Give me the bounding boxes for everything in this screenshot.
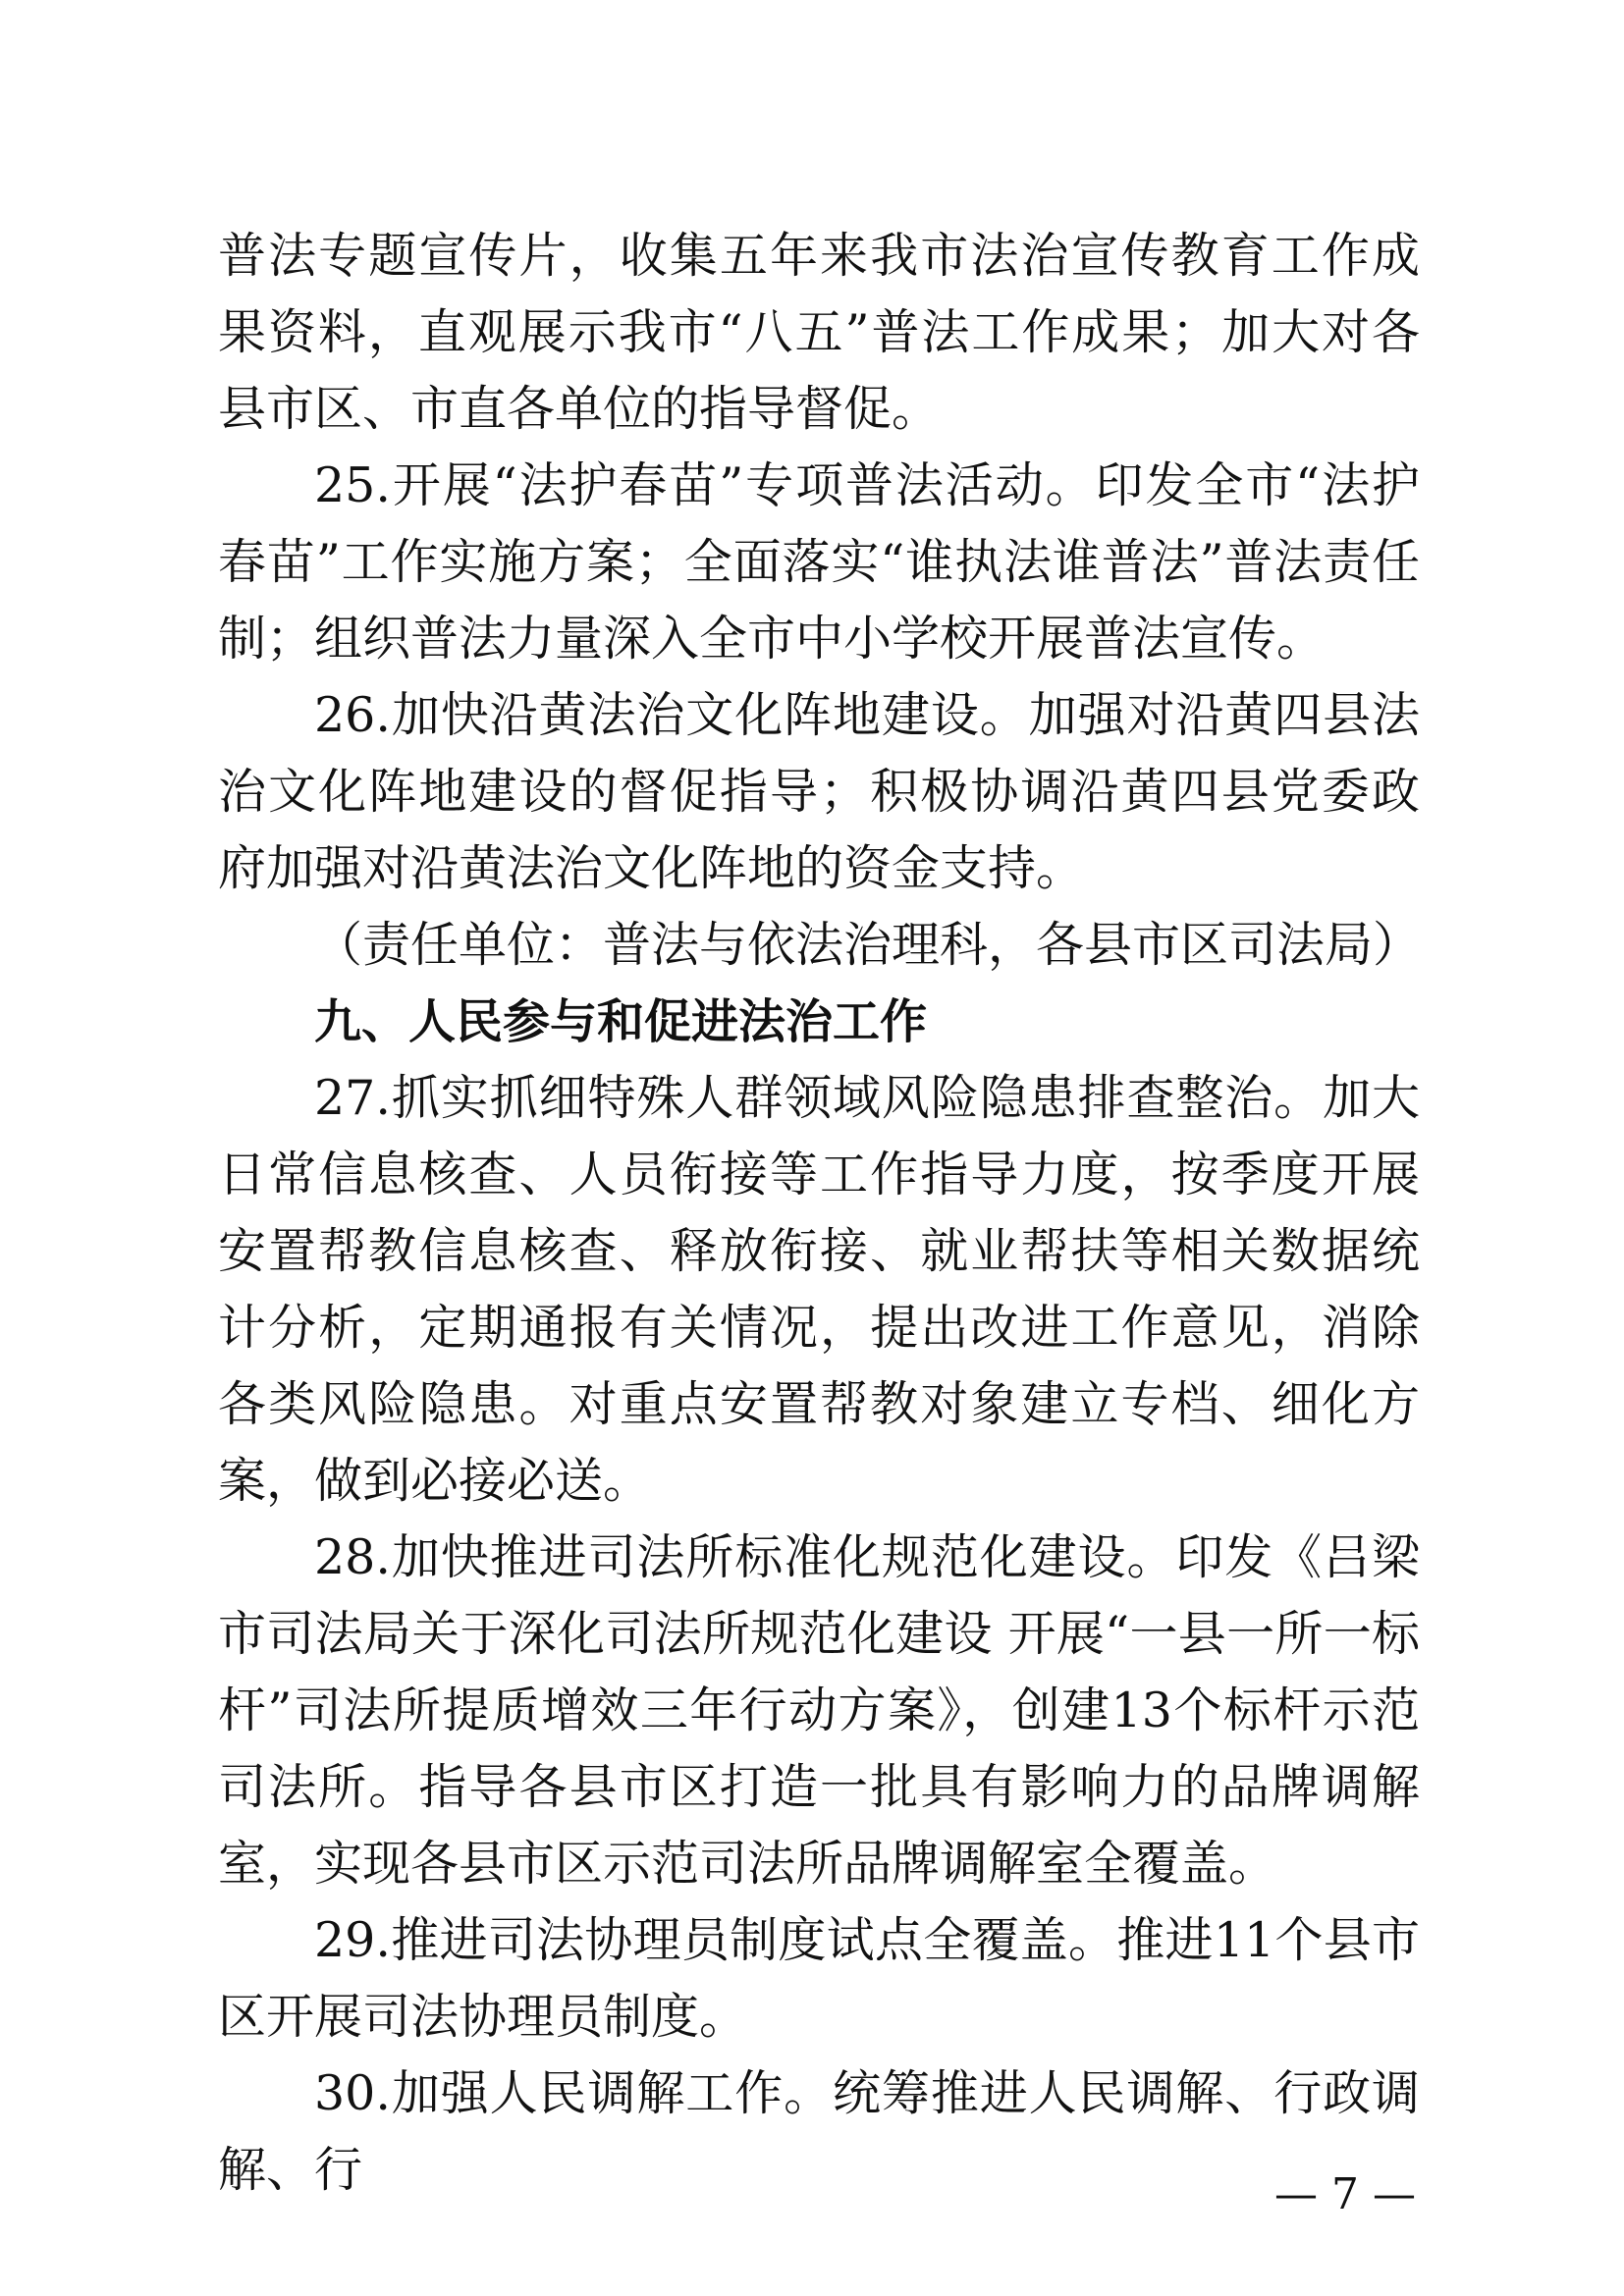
- paragraph-item-28: 28.加快推进司法所标准化规范化建设。印发《吕梁市司法局关于深化司法所规范化建设 开展“一县一所一标杆”司法所提质增效三年行动方案》，创建13个标杆示范司法所。指导各县市区打造一批具有影响力的品牌调解室，实现各县市区示范司法所品牌调解室全覆盖。: [218, 1529, 1420, 1892]
- paragraph-item-25: 25.开展“法护春苗”专项普法活动。印发全市“法护春苗”工作实施方案；全面落实“谁执法谁普法”普法责任制；组织普法力量深入全市中小学校开展普法宣传。: [218, 457, 1420, 667]
- paragraph-item-29: 29.推进司法协理员制度试点全覆盖。推进11个县市区开展司法协理员制度。: [218, 1912, 1420, 2045]
- page-number: — 7 —: [1274, 2169, 1416, 2219]
- responsible-units-note: （责任单位：普法与依法治理科，各县市区司法局）: [314, 917, 1422, 973]
- section-heading: 九、人民参与和促进法治工作: [314, 994, 928, 1049]
- document-body: [218, 218, 1420, 2209]
- paragraph-item-27: 27.抓实抓细特殊人群领域风险隐患排查整治。加大日常信息核查、人员衔接等工作指导力度，按季度开展安置帮教信息核查、释放衔接、就业帮扶等相关数据统计分析，定期通报有关情况，提出改进工作意见，消除各类风险隐患。对重点安置帮教对象建立专档、细化方案，做到必接必送。: [218, 1070, 1420, 1509]
- paragraph-item-30: 30.加强人民调解工作。统筹推进人民调解、行政调解、行: [218, 2065, 1420, 2198]
- paragraph-item-26: 26.加快沿黄法治文化阵地建设。加强对沿黄四县法治文化阵地建设的督促指导；积极协调沿黄四县党委政府加强对沿黄法治文化阵地的资金支持。: [218, 687, 1420, 896]
- paragraph-continuation: 普法专题宣传片，收集五年来我市法治宣传教育工作成果资料，直观展示我市“八五”普法工作成果；加大对各县市区、市直各单位的指导督促。: [218, 228, 1420, 437]
